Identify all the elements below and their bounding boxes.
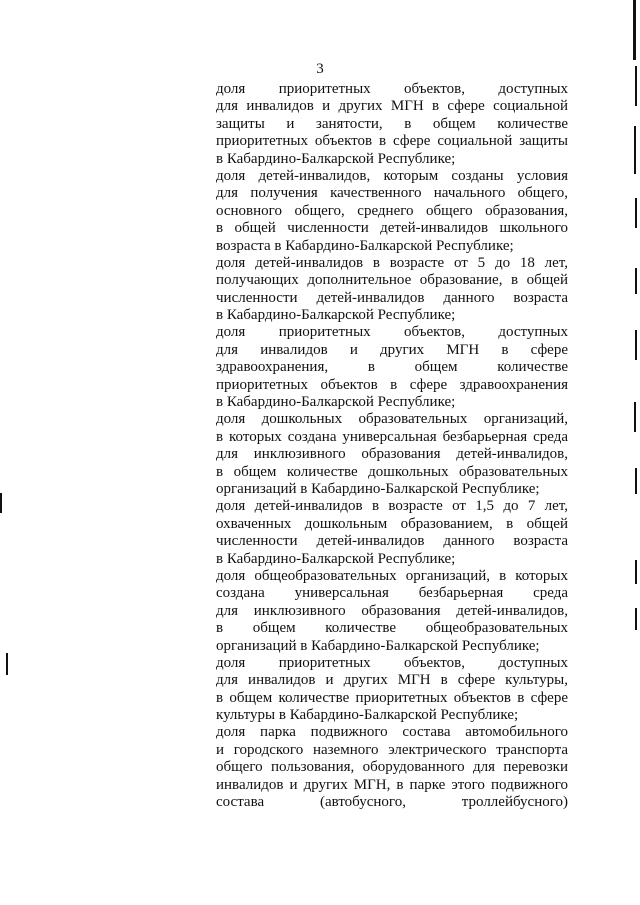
text-line: доля приоритетных объектов, доступных bbox=[216, 324, 568, 341]
text-line: численности детей-инвалидов данного возраста bbox=[216, 533, 568, 550]
scan-edge-mark bbox=[635, 608, 637, 630]
text-line: защиты и занятости, в общем количестве bbox=[216, 115, 568, 132]
text-line: доля общеобразовательных организаций, в которых bbox=[216, 567, 568, 584]
text-line: здравоохранения, в общем количестве bbox=[216, 359, 568, 376]
text-line: в Кабардино-Балкарской Республике; bbox=[216, 307, 456, 324]
text-line: приоритетных объектов в сфере социальной защиты bbox=[216, 133, 568, 150]
text-line: в Кабардино-Балкарской Республике; bbox=[216, 394, 456, 411]
text-line: доля детей-инвалидов, которым созданы условия bbox=[216, 167, 568, 184]
scan-edge-mark bbox=[635, 66, 637, 106]
text-line: охваченных дошкольным образованием, в общей bbox=[216, 515, 568, 532]
document-body bbox=[216, 81, 568, 811]
text-line: в которых создана универсальная безбарьерная среда bbox=[216, 428, 568, 445]
text-line: инвалидов и других МГН, в парке этого подвижного bbox=[216, 776, 568, 793]
text-line: доля детей-инвалидов в возрасте от 5 до 18 лет, bbox=[216, 254, 568, 271]
text-line: доля приоритетных объектов, доступных bbox=[216, 81, 568, 97]
text-line: в общем количестве приоритетных объектов в сфере bbox=[216, 689, 568, 706]
text-line: в Кабардино-Балкарской Республике; bbox=[216, 150, 456, 167]
text-line: и городского наземного электрического транспорта bbox=[216, 741, 568, 758]
text-line: для инклюзивного образования детей-инвалидов, bbox=[216, 446, 568, 463]
text-line: численности детей-инвалидов данного возраста bbox=[216, 289, 568, 306]
text-line: организаций в Кабардино-Балкарской Республике; bbox=[216, 480, 540, 497]
text-line: доля детей-инвалидов в возрасте от 1,5 до 7 лет, bbox=[216, 498, 568, 515]
text-line: культуры в Кабардино-Балкарской Республике; bbox=[216, 707, 519, 724]
scan-edge-mark bbox=[635, 330, 637, 360]
text-line: в общем количестве общеобразовательных bbox=[216, 620, 568, 637]
text-line: для инвалидов и других МГН в сфере культуры, bbox=[216, 672, 568, 689]
scan-edge-mark bbox=[6, 653, 8, 675]
text-line: для получения качественного начального общего, bbox=[216, 185, 568, 202]
scan-edge-mark bbox=[635, 198, 637, 228]
text-line: для инклюзивного образования детей-инвалидов, bbox=[216, 602, 568, 619]
text-line: организаций в Кабардино-Балкарской Республике; bbox=[216, 637, 540, 654]
scan-edge-mark bbox=[634, 402, 636, 432]
text-line: состава (автобусного, троллейбусного) bbox=[216, 794, 568, 811]
text-line: в общей численности детей-инвалидов школьного bbox=[216, 220, 568, 237]
text-line: основного общего, среднего общего образования, bbox=[216, 202, 568, 219]
scan-edge-mark bbox=[0, 493, 2, 513]
page-number: 3 bbox=[316, 61, 324, 77]
scan-edge-mark bbox=[635, 560, 637, 584]
scan-edge-mark bbox=[633, 0, 636, 60]
text-line: в общем количестве дошкольных образовательных bbox=[216, 463, 568, 480]
text-line: получающих дополнительное образование, в общей bbox=[216, 272, 568, 289]
text-line: доля парка подвижного состава автомобильного bbox=[216, 724, 568, 741]
text-line: приоритетных объектов в сфере здравоохранения bbox=[216, 376, 568, 393]
text-line: доля дошкольных образовательных организаций, bbox=[216, 411, 568, 428]
text-line: доля приоритетных объектов, доступных bbox=[216, 654, 568, 671]
text-line: общего пользования, оборудованного для перевозки bbox=[216, 759, 568, 776]
scan-edge-mark bbox=[635, 268, 637, 294]
scan-edge-mark bbox=[635, 468, 637, 494]
text-line: для инвалидов и других МГН в сфере bbox=[216, 341, 568, 358]
text-line: создана универсальная безбарьерная среда bbox=[216, 585, 568, 602]
text-line: возраста в Кабардино-Балкарской Республике; bbox=[216, 237, 514, 254]
scan-edge-mark bbox=[634, 126, 636, 174]
text-line: в Кабардино-Балкарской Республике; bbox=[216, 550, 456, 567]
text-line: для инвалидов и других МГН в сфере социальной bbox=[216, 98, 568, 115]
